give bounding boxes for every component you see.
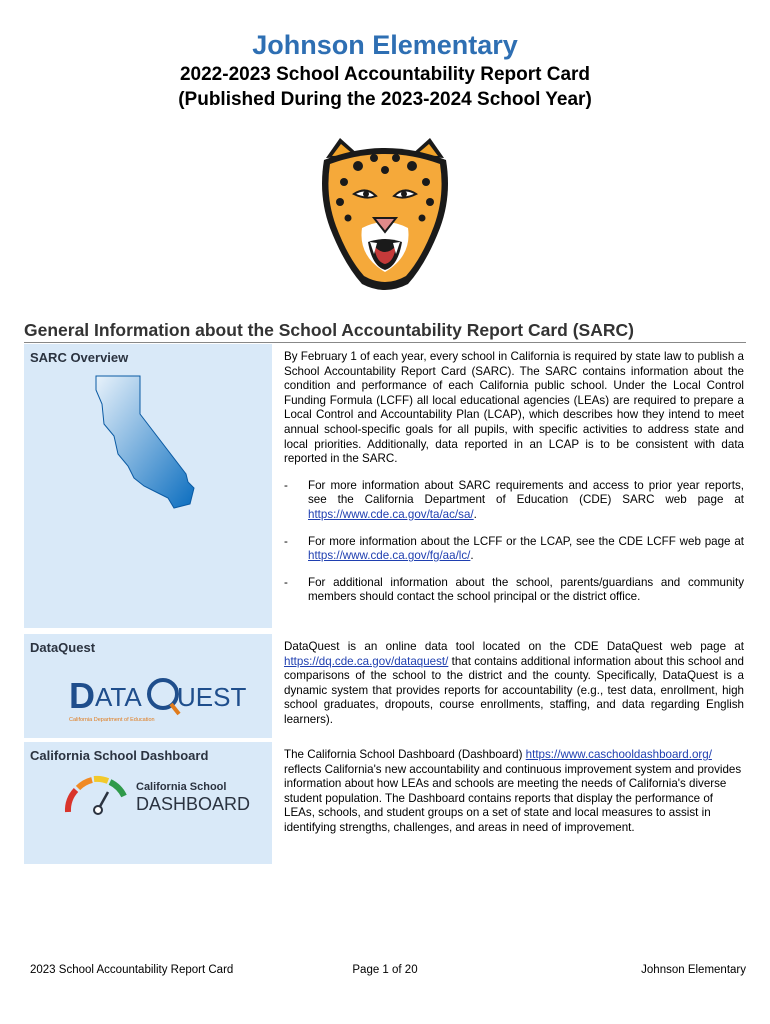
dashboard-text-before: The California School Dashboard (Dashboard) (284, 748, 526, 761)
bullet-text: For more information about the LCFF or the LCAP, see the CDE LCFF web page at (308, 534, 744, 548)
dataquest-logo-icon (69, 674, 247, 724)
dashboard-text-after: reflects California's new accountability and continuous improvement system and provides information about how LEAs and schools are meeting the needs of California's diverse student population. The Dashboard contains reports that display the performance of LEAs, schools, and student groups on a set of state and local measures to assist in identifying strengths, challenges, and areas in need of improvement. (284, 762, 742, 834)
dataquest-row (24, 634, 746, 738)
footer-left: 2023 School Accountability Report Card (30, 964, 234, 976)
dashboard-row (24, 742, 746, 864)
dashboard-link[interactable]: https://www.caschooldashboard.org/ (525, 748, 712, 761)
sarc-overview-paragraph: By February 1 of each year, every school in California is required by state law to publish a School Accountability Report Card (SARC). The SARC contains information about the condition and performance of each California public school. Under the Local Control Funding Formula (LCFF) all local educational agencies (LEAs) are required to prepare a Local Control and Accountability Plan (LCAP), which describes how they intend to meet annual school-specific goals for all pupils, with specific activities to address state and local priorities. Additionally, data reported in an LCAP is to be consistent with data reported in the SARC. (284, 350, 744, 466)
dashboard-logo-line2: DASHBOARD (136, 794, 251, 814)
dataquest-label-cell (24, 634, 272, 738)
bullet-dash: - (284, 575, 288, 589)
sarc-overview-content (272, 344, 746, 628)
sarc-overview-label: SARC Overview (30, 350, 129, 365)
dataquest-text-before: DataQuest is an online data tool located on the CDE DataQuest web page at (284, 640, 744, 653)
jaguar-mascot-icon (318, 136, 452, 294)
footer-page-number: Page 1 of 20 (352, 964, 418, 976)
bullet-text: For more information about SARC requirements and access to prior year reports, see the California Department of Education (CDE) SARC web page at (308, 478, 744, 507)
dataquest-link[interactable]: https://dq.cde.ca.gov/dataquest/ (284, 654, 449, 668)
bullet-end: . (473, 507, 477, 521)
dashboard-label-cell (24, 742, 272, 864)
sarc-web-page-link[interactable]: https://www.cde.ca.gov/ta/ac/sa/ (308, 507, 474, 521)
dataquest-text-after: that contains additional information about this school and comparisons of the school to the district and the county. Specifically, DataQuest is a dynamic system that provides reports for accountability (e.g., test data, enrollment, high school graduates, dropouts, course enrollments, staffing, and data regarding English learners). (284, 654, 744, 726)
list-item (284, 479, 744, 523)
bullet-end: . (470, 549, 474, 563)
list-item (284, 535, 744, 564)
published-note: (Published During the 2023-2024 School Year) (178, 89, 592, 110)
bullet-dash: - (284, 478, 288, 492)
logo-tagline: California Department of Education (69, 717, 155, 723)
logo-letters-uest: UEST (177, 682, 247, 712)
dashboard-label: California School Dashboard (30, 748, 209, 763)
dataquest-label: DataQuest (30, 640, 96, 655)
dashboard-content (272, 742, 746, 864)
logo-letters-ata: ATA (95, 682, 142, 712)
sarc-overview-row (24, 344, 746, 628)
footer-right: Johnson Elementary (641, 964, 746, 976)
dataquest-content (272, 634, 746, 738)
dashboard-logo-line1: California School (136, 781, 227, 793)
dashboard-logo-icon (62, 774, 251, 816)
bullet-text: For additional information about the school, parents/guardians and community members should contact the school principal or the district office. (308, 575, 744, 604)
lcff-web-page-link[interactable]: https://www.cde.ca.gov/fg/aa/lc/ (308, 549, 471, 563)
logo-letter-d: D (69, 675, 95, 716)
bullet-dash: - (284, 534, 288, 548)
list-item (284, 576, 744, 605)
section-heading: General Information about the School Accountability Report Card (SARC) (24, 320, 634, 340)
section-divider (24, 342, 746, 343)
california-map-icon (94, 374, 204, 514)
sarc-overview-label-cell (24, 344, 272, 628)
school-name: Johnson Elementary (252, 30, 518, 60)
report-title: 2022-2023 School Accountability Report Card (179, 64, 591, 85)
